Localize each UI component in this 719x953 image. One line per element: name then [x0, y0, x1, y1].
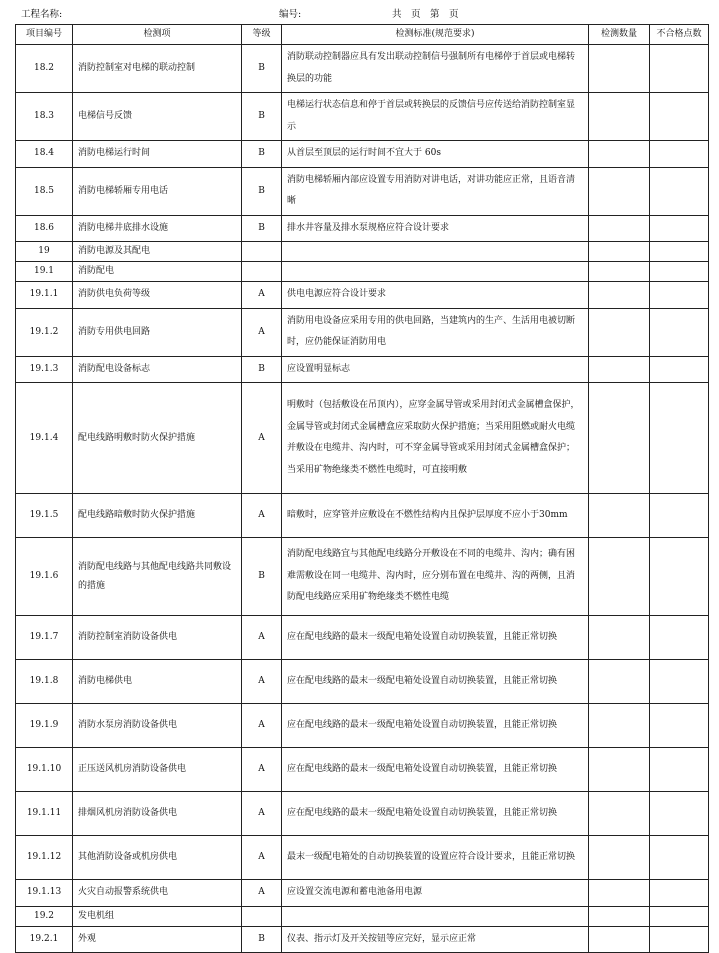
table-row	[16, 494, 709, 538]
cell-qty	[589, 926, 650, 953]
cell-item: 消防电源及其配电	[73, 242, 242, 262]
col-header-fail: 不合格点数	[650, 25, 709, 45]
cell-level: B	[242, 926, 282, 953]
cell-standard: 消防用电设备应采用专用的供电回路，当建筑内的生产、生活用电被切断时，应仍能保证消防用电	[282, 308, 589, 356]
cell-level: A	[242, 383, 282, 494]
cell-fail	[650, 926, 709, 953]
table-row	[16, 45, 709, 93]
table-row	[16, 616, 709, 660]
cell-fail	[650, 308, 709, 356]
cell-id: 19.2	[16, 906, 73, 926]
cell-fail	[650, 748, 709, 792]
cell-item: 其他消防设备或机房供电	[73, 836, 242, 880]
col-header-level: 等级	[242, 25, 282, 45]
cell-item: 消防配电	[73, 262, 242, 282]
cell-item: 配电线路明敷时防火保护措施	[73, 383, 242, 494]
cell-standard	[282, 906, 589, 926]
cell-level: A	[242, 704, 282, 748]
cell-standard: 明敷时（包括敷设在吊顶内），应穿金属导管或采用封闭式金属槽盒保护，金属导管或封闭式金属槽盒应采取防火保护措施；当采用阻燃或耐火电缆并敷设在电缆井、沟内时，可不穿金属导管或采用封闭式金属槽盒保护；当采用矿物绝缘类不燃性电缆时，可直接明敷	[282, 383, 589, 494]
table-row	[16, 215, 709, 242]
cell-level: B	[242, 356, 282, 383]
table-row	[16, 792, 709, 836]
cell-qty	[589, 383, 650, 494]
cell-qty	[589, 141, 650, 168]
cell-item: 配电线路暗敷时防火保护措施	[73, 494, 242, 538]
cell-qty	[589, 308, 650, 356]
cell-qty	[589, 242, 650, 262]
cell-item: 消防配电设备标志	[73, 356, 242, 383]
cell-qty	[589, 538, 650, 616]
cell-fail	[650, 93, 709, 141]
cell-level: B	[242, 538, 282, 616]
cell-fail	[650, 45, 709, 93]
cell-level: A	[242, 308, 282, 356]
cell-id: 18.3	[16, 93, 73, 141]
cell-qty	[589, 880, 650, 907]
cell-level: B	[242, 215, 282, 242]
table-row	[16, 262, 709, 282]
cell-fail	[650, 383, 709, 494]
cell-level: A	[242, 660, 282, 704]
cell-id: 18.4	[16, 141, 73, 168]
cell-fail	[650, 215, 709, 242]
table-row	[16, 282, 709, 309]
cell-level: B	[242, 93, 282, 141]
cell-level	[242, 242, 282, 262]
cell-standard: 仪表、指示灯及开关按钮等应完好，显示应正常	[282, 926, 589, 953]
cell-item: 消防供电负荷等级	[73, 282, 242, 309]
cell-qty	[589, 167, 650, 215]
project-name-label: 工程名称:	[21, 9, 63, 20]
cell-id: 19.2.1	[16, 926, 73, 953]
table-row	[16, 660, 709, 704]
cell-item: 消防控制室消防设备供电	[73, 616, 242, 660]
cell-qty	[589, 45, 650, 93]
cell-id: 19.1.5	[16, 494, 73, 538]
cell-level: B	[242, 141, 282, 168]
cell-fail	[650, 167, 709, 215]
table-row	[16, 141, 709, 168]
cell-id: 19.1.13	[16, 880, 73, 907]
cell-fail	[650, 906, 709, 926]
cell-fail	[650, 836, 709, 880]
cell-fail	[650, 242, 709, 262]
cell-item: 消防电梯供电	[73, 660, 242, 704]
cell-level	[242, 906, 282, 926]
table-row	[16, 167, 709, 215]
table-row	[16, 356, 709, 383]
table-row	[16, 704, 709, 748]
cell-fail	[650, 262, 709, 282]
cell-standard: 电梯运行状态信息和停于首层或转换层的反馈信号应传送给消防控制室显示	[282, 93, 589, 141]
table-row	[16, 836, 709, 880]
cell-item: 电梯信号反馈	[73, 93, 242, 141]
cell-item: 火灾自动报警系统供电	[73, 880, 242, 907]
cell-standard: 应在配电线路的最末一级配电箱处设置自动切换装置，且能正常切换	[282, 792, 589, 836]
cell-level: A	[242, 494, 282, 538]
col-header-id: 项目编号	[16, 25, 73, 45]
cell-standard: 消防联动控制器应具有发出联动控制信号强制所有电梯停于首层或电梯转换层的功能	[282, 45, 589, 93]
cell-id: 19.1.9	[16, 704, 73, 748]
cell-id: 19.1.6	[16, 538, 73, 616]
cell-standard: 应在配电线路的最末一级配电箱处设置自动切换装置，且能正常切换	[282, 748, 589, 792]
cell-id: 19.1.1	[16, 282, 73, 309]
cell-fail	[650, 356, 709, 383]
cell-standard: 消防配电线路宜与其他配电线路分开敷设在不同的电缆井、沟内；确有困难需敷设在同一电缆井、沟内时，应分别布置在电缆井、沟的两侧，且消防配电线路应采用矿物绝缘类不燃性电缆	[282, 538, 589, 616]
cell-qty	[589, 906, 650, 926]
cell-fail	[650, 704, 709, 748]
cell-item: 排烟风机房消防设备供电	[73, 792, 242, 836]
cell-item: 消防电梯井底排水设施	[73, 215, 242, 242]
table-header-row	[16, 25, 709, 45]
cell-id: 19.1.4	[16, 383, 73, 494]
cell-standard: 供电电源应符合设计要求	[282, 282, 589, 309]
number-label: 编号:	[279, 9, 302, 20]
cell-id: 19.1.7	[16, 616, 73, 660]
cell-level: A	[242, 880, 282, 907]
cell-qty	[589, 836, 650, 880]
cell-fail	[650, 880, 709, 907]
cell-standard: 排水井容量及排水泵规格应符合设计要求	[282, 215, 589, 242]
cell-id: 18.2	[16, 45, 73, 93]
cell-item: 消防电梯轿厢专用电话	[73, 167, 242, 215]
table-row	[16, 880, 709, 907]
col-header-standard: 检测标准(规范要求)	[282, 25, 589, 45]
cell-level: A	[242, 792, 282, 836]
cell-qty	[589, 792, 650, 836]
cell-level	[242, 262, 282, 282]
cell-id: 19.1.8	[16, 660, 73, 704]
cell-standard: 从首层至顶层的运行时间不宜大于 60s	[282, 141, 589, 168]
cell-standard: 应在配电线路的最末一级配电箱处设置自动切换装置，且能正常切换	[282, 660, 589, 704]
cell-item: 消防专用供电回路	[73, 308, 242, 356]
cell-level: A	[242, 836, 282, 880]
cell-item: 外观	[73, 926, 242, 953]
cell-standard: 应在配电线路的最末一级配电箱处设置自动切换装置，且能正常切换	[282, 616, 589, 660]
cell-standard: 暗敷时，应穿管并应敷设在不燃性结构内且保护层厚度不应小于30mm	[282, 494, 589, 538]
cell-qty	[589, 215, 650, 242]
cell-fail	[650, 538, 709, 616]
cell-id: 19	[16, 242, 73, 262]
cell-qty	[589, 93, 650, 141]
cell-fail	[650, 792, 709, 836]
cell-level: A	[242, 282, 282, 309]
cell-id: 18.5	[16, 167, 73, 215]
cell-fail	[650, 660, 709, 704]
cell-qty	[589, 704, 650, 748]
cell-qty	[589, 262, 650, 282]
cell-qty	[589, 282, 650, 309]
cell-id: 19.1.3	[16, 356, 73, 383]
cell-qty	[589, 748, 650, 792]
cell-id: 19.1.12	[16, 836, 73, 880]
cell-id: 19.1.10	[16, 748, 73, 792]
col-header-item: 检测项	[73, 25, 242, 45]
cell-fail	[650, 494, 709, 538]
cell-qty	[589, 356, 650, 383]
cell-level: B	[242, 45, 282, 93]
cell-level: A	[242, 616, 282, 660]
cell-item: 发电机组	[73, 906, 242, 926]
table-row	[16, 383, 709, 494]
cell-qty	[589, 616, 650, 660]
table-row	[16, 748, 709, 792]
table-row	[16, 538, 709, 616]
cell-item: 消防控制室对电梯的联动控制	[73, 45, 242, 93]
table-row	[16, 93, 709, 141]
cell-item: 消防电梯运行时间	[73, 141, 242, 168]
cell-standard: 消防电梯轿厢内部应设置专用消防对讲电话，对讲功能应正常，且语音清晰	[282, 167, 589, 215]
cell-qty	[589, 660, 650, 704]
table-row	[16, 906, 709, 926]
cell-fail	[650, 282, 709, 309]
cell-level: B	[242, 167, 282, 215]
cell-standard: 应在配电线路的最末一级配电箱处设置自动切换装置，且能正常切换	[282, 704, 589, 748]
inspection-table	[15, 24, 709, 953]
cell-standard: 应设置明显标志	[282, 356, 589, 383]
cell-fail	[650, 141, 709, 168]
cell-item: 消防配电线路与其他配电线路共同敷设的措施	[73, 538, 242, 616]
col-header-qty: 检测数量	[589, 25, 650, 45]
table-row	[16, 242, 709, 262]
cell-item: 正压送风机房消防设备供电	[73, 748, 242, 792]
cell-fail	[650, 616, 709, 660]
cell-standard: 应设置交流电源和蓄电池备用电源	[282, 880, 589, 907]
cell-id: 19.1	[16, 262, 73, 282]
cell-qty	[589, 494, 650, 538]
table-row	[16, 308, 709, 356]
cell-level: A	[242, 748, 282, 792]
cell-standard	[282, 242, 589, 262]
page-header	[0, 6, 719, 22]
cell-id: 19.1.11	[16, 792, 73, 836]
table-row	[16, 926, 709, 953]
cell-item: 消防水泵房消防设备供电	[73, 704, 242, 748]
cell-standard	[282, 262, 589, 282]
page-count-label: 共 页 第 页	[392, 9, 459, 20]
cell-id: 18.6	[16, 215, 73, 242]
cell-id: 19.1.2	[16, 308, 73, 356]
cell-standard: 最末一级配电箱处的自动切换装置的设置应符合设计要求，且能正常切换	[282, 836, 589, 880]
